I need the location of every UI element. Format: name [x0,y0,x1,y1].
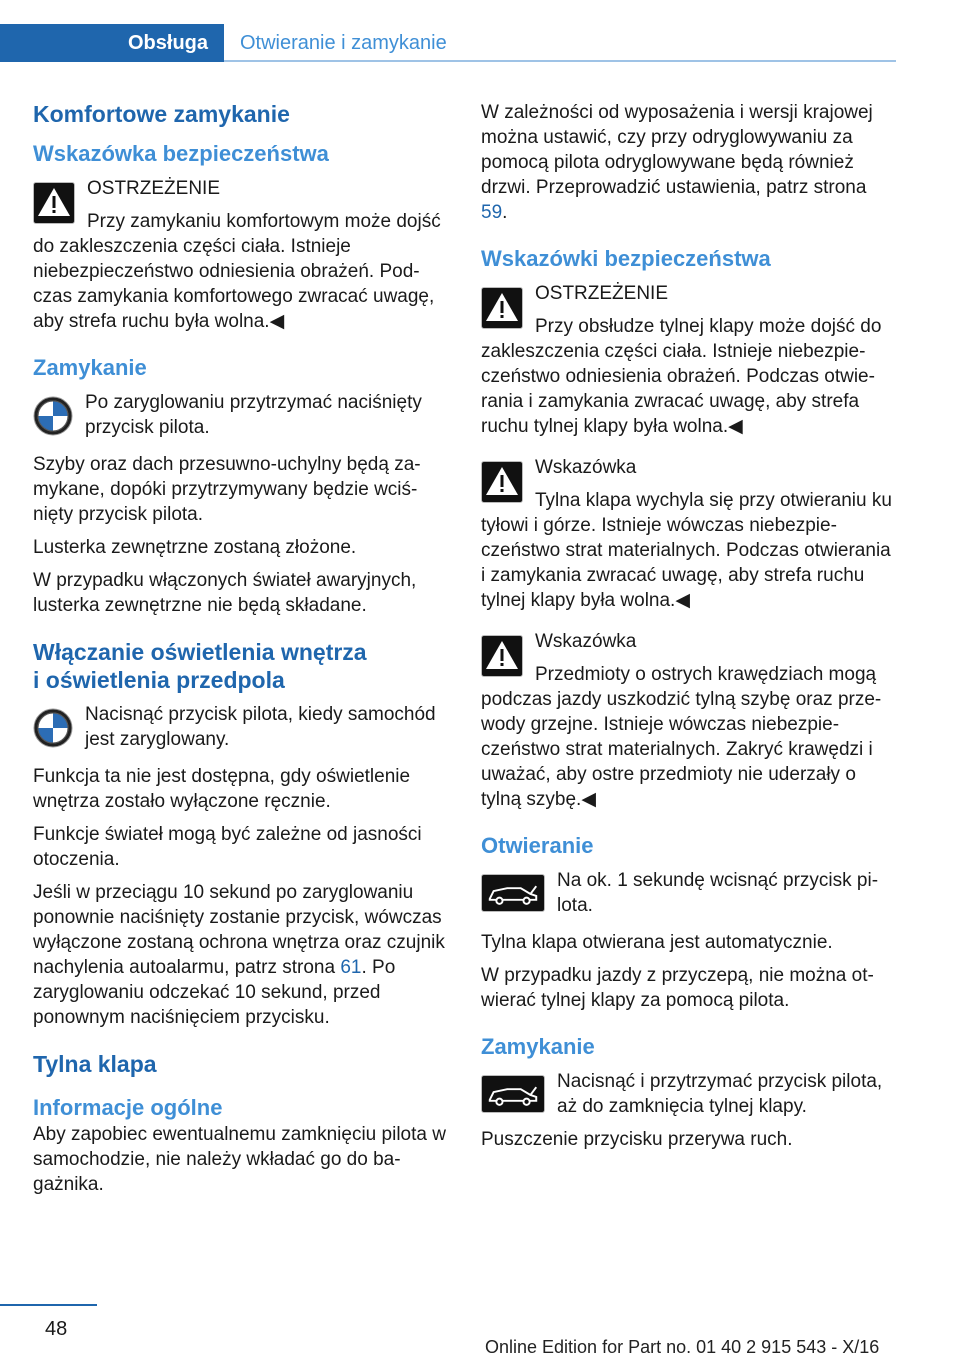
instruction-text: Na ok. 1 sekundę wcisnąć przycisk pilota. [557,870,879,916]
heading-line: Włączanie oświetlenia wnętrza [33,639,367,665]
warning-triangle-icon [481,461,523,503]
paragraph [33,880,448,1030]
header-divider [224,60,896,62]
remote-instruction [33,702,448,752]
instruction-text: Nacisnąć i przytrzymać przycisk pilota, aż do zamknięcia tylnej klapy. [557,1071,883,1117]
heading-tylna-klapa: Tylna klapa [33,1051,157,1077]
section-tab[interactable] [0,24,224,62]
remote-instruction [33,390,448,440]
warning-triangle-icon [481,287,523,329]
warning-text: Przy obsłudze tylnej klapy może dojść do zakleszczenia części ciała. Istnieje niebezpieczeństwo odniesienia obrażeń. Podczas otwierania i zamykania zwracać uwagę, aby strefa ruchu tylnej klapy była wolna.◀ [481,316,882,437]
paragraph: Funkcja ta nie jest dostępna, gdy oświetlenie wnętrza zostało wyłączone ręcznie. [33,766,411,812]
paragraph: Puszczenie przycisku przerywa ruch. [481,1129,793,1150]
heading-general-info: Informacje ogólne [33,1095,223,1120]
heading-safety-note: Wskazówka bezpieczeństwa [33,141,329,166]
left-column [33,100,448,1197]
heading-zamykanie: Zamykanie [33,355,147,380]
car-tailgate-icon [481,874,545,912]
warning-title: Wskazówka [535,631,637,652]
warning-block [481,281,895,439]
section-label: Obsługa [127,31,208,54]
bmw-logo-icon [33,396,73,436]
edition-info: Online Edition for Part no. 01 40 2 915 543 - X/16 [485,1337,880,1357]
paragraph: W przypadku jazdy z przyczepą, nie można otwierać tylnej klapy za pomocą pilota. [481,965,874,1011]
paragraph: Aby zapobiec ewentualnemu zamknięciu pilota w samochodzie, nie należy wkładać go do bagażnika. [33,1124,446,1195]
text-span: . Po zaryglowaniu odczekać 10 sekund, przed ponownym naciśnięciem przycisku. [33,957,396,1028]
paragraph: Funkcje świateł mogą być zależne od jasności otoczenia. [33,824,422,870]
tailgate-instruction [481,868,895,918]
warning-block [33,176,448,334]
heading-lighting [33,638,448,694]
warning-triangle-icon [33,182,75,224]
warning-text: Przedmioty o ostrych krawędziach mogą podczas jazdy uszkodzić tylną szybę oraz przewody grzejne. Istnieje wówczas niebezpieczeństwo strat materialnych. Zakryć krawędzi i uważać, aby ostre przedmioty nie uderzały o tylną szybę.◀ [481,664,882,810]
chapter-label: Otwieranie i zamykanie [240,31,447,54]
page-number: 48 [45,1318,68,1340]
warning-block [481,455,895,613]
warning-block [481,629,895,812]
warning-text: Przy zamykaniu komfortowym może dojść do zakleszczenia części ciała. Istnieje niebezpieczeństwo odniesienia obrażeń. Podczas zamykania komfortowego zwracać uwagę, aby strefa ruchu była wolna.◀ [33,211,441,332]
paragraph: Lusterka zewnętrzne zostaną złożone. [33,537,357,558]
paragraph: Szyby oraz dach przesuwno-uchylny będą zamykane, dopóki przytrzymywany będzie wciśnięty przycisk pilota. [33,454,421,525]
text-span: . [502,202,508,223]
text-span: W zależności od wyposażenia i wersji krajowej można ustawić, czy przy odryglowywaniu za pomocą pilota odryglowywane będą również drzwi. Przeprowadzić ustawienia, patrz strona [481,102,873,198]
text-span: Jeśli w przeciągu 10 sekund po zaryglowaniu ponownie naciśnięty zostanie przycisk, wówczas wyłączone zostaną ochrona wnętrza oraz czujnik nachylenia autoalarmu, patrz strona [33,882,445,978]
right-column [481,100,895,1152]
warning-title: Wskazówka [535,457,637,478]
page-link[interactable]: 59 [481,202,503,223]
warning-title: OSTRZEŻENIE [535,283,669,304]
instruction-text: Nacisnąć przycisk pilota, kiedy samochód jest zaryglowany. [85,704,436,750]
header-bar [0,0,960,62]
instruction-text: Po zaryglowaniu przytrzymać naciśnięty przycisk pilota. [85,392,422,438]
page-link[interactable]: 61 [340,957,362,978]
warning-text: Tylna klapa wychyla się przy otwieraniu ku tyłowi i górze. Istnieje wówczas niebezpieczeństwo strat materialnych. Podczas otwierania i zamykania zwracać uwagę, aby strefa ruchu tylnej klapy była wolna.◀ [481,490,892,611]
footer-divider [0,1304,97,1306]
paragraph: W przypadku włączonych świateł awaryjnych, lusterka zewnętrzne nie będą składane. [33,570,417,616]
chapter-tab[interactable] [240,24,447,62]
heading-zamykanie-right: Zamykanie [481,1034,595,1059]
warning-triangle-icon [481,635,523,677]
heading-safety-notes: Wskazówki bezpieczeństwa [481,246,771,271]
paragraph [481,100,895,225]
car-tailgate-icon [481,1075,545,1113]
heading-komfort: Komfortowe zamykanie [33,101,290,127]
warning-title: OSTRZEŻENIE [87,178,221,199]
bmw-logo-icon [33,708,73,748]
heading-otwieranie: Otwieranie [481,833,594,858]
tailgate-instruction [481,1069,895,1119]
paragraph: Tylna klapa otwierana jest automatycznie. [481,932,833,953]
heading-line: i oświetlenia przedpola [33,667,285,693]
